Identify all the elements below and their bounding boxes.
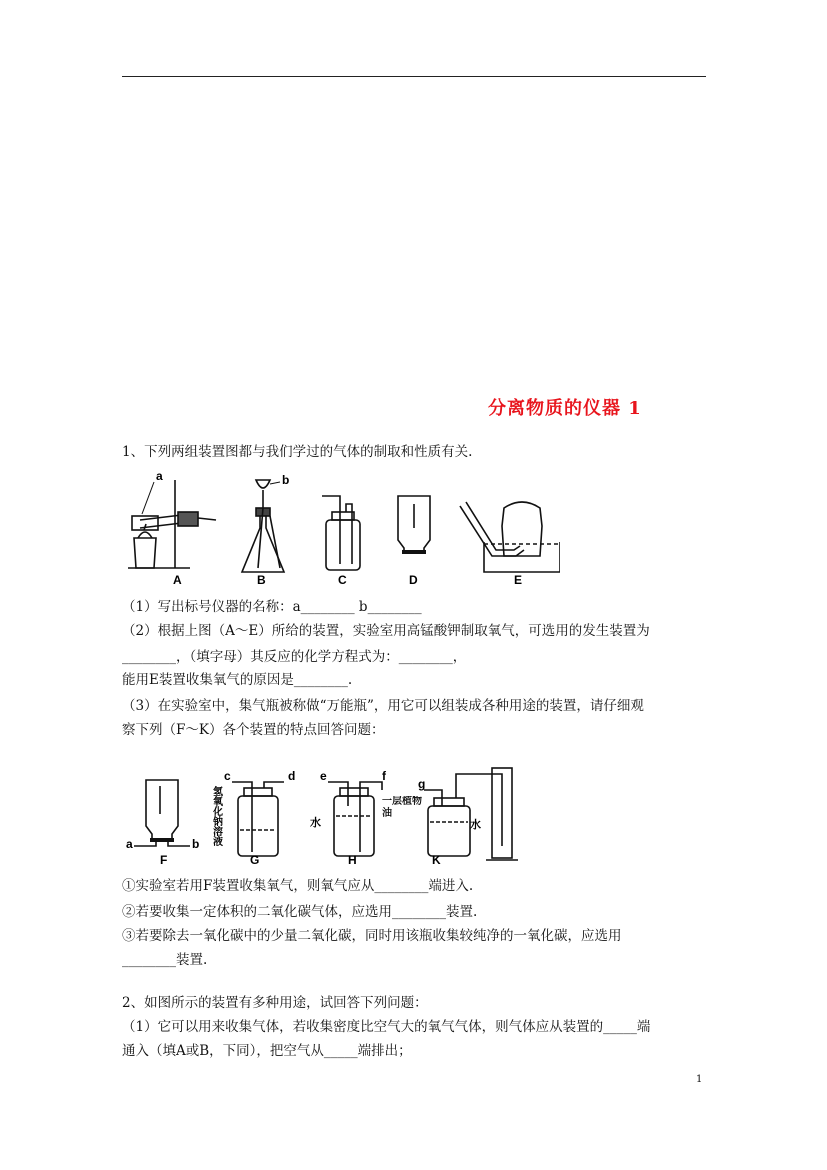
q1-sub3-line2: ________装置. xyxy=(122,952,208,968)
page-title: 分离物质的仪器 1 xyxy=(488,398,642,419)
plant-oil-label: 一层植物油 xyxy=(382,796,422,819)
label-h: H xyxy=(348,853,357,866)
q1-part3-line2: 察下列（F～K）各个装置的特点回答问题： xyxy=(122,722,385,738)
label-e: E xyxy=(514,573,523,587)
label-d: D xyxy=(409,573,418,587)
figure-apparatus-f-k-svg xyxy=(120,766,560,866)
port-d-label: d xyxy=(288,769,296,783)
port-c-label: c xyxy=(224,769,231,783)
label-b: B xyxy=(257,573,266,587)
port-a-label: a xyxy=(126,837,133,851)
label-f: F xyxy=(160,853,168,866)
water-label-h: 水 xyxy=(310,816,321,829)
header-rule xyxy=(122,76,706,77)
label-g: G xyxy=(250,853,260,866)
label-c: C xyxy=(338,573,347,587)
port-f-label: f xyxy=(382,769,386,783)
label-a: A xyxy=(173,573,182,587)
figure-apparatus-f-k xyxy=(120,766,560,866)
callout-a-label xyxy=(142,469,163,514)
port-e-label: e xyxy=(320,769,327,783)
figure-apparatus-a-e xyxy=(120,468,560,588)
q1-intro: 1、下列两组装置图都与我们学过的气体的制取和性质有关. xyxy=(122,444,473,460)
q1-sub2: ②若要收集一定体积的二氧化碳气体，应选用________装置. xyxy=(122,904,478,920)
label-k: K xyxy=(432,853,441,866)
q1-part2-line3: 能用E装置收集氧气的原因是________. xyxy=(122,672,353,688)
naoh-solution-label: 氢氧化钠溶液 xyxy=(210,786,222,846)
page-number: 1 xyxy=(696,1074,703,1085)
figure-apparatus-a-e-svg xyxy=(120,468,560,588)
svg-text:a: a xyxy=(156,469,163,483)
port-b-label: b xyxy=(192,837,200,851)
q1-part1: （1）写出标号仪器的名称：a________ b________ xyxy=(122,599,422,615)
callout-b-label xyxy=(270,473,289,487)
q1-part3-line1: （3）在实验室中，集气瓶被称做“万能瓶”，用它可以组装成各种用途的装置，请仔细观 xyxy=(122,698,644,714)
svg-text:b: b xyxy=(282,473,290,487)
q2-part1-line2: 通入（填A或B，下同），把空气从_____端排出； xyxy=(122,1043,412,1059)
q1-sub1: ①实验室若用F装置收集氧气，则氧气应从________端进入. xyxy=(122,878,474,894)
q1-part2-line2: ________，（填字母）其反应的化学方程式为：________， xyxy=(122,649,467,665)
q2-intro: 2、如图所示的装置有多种用途，试回答下列问题： xyxy=(122,995,428,1011)
q1-sub3-line1: ③若要除去一氧化碳中的少量二氧化碳，同时用该瓶收集较纯净的一氧化碳，应选用 xyxy=(122,928,622,944)
q2-part1-line1: （1）它可以用来收集气体，若收集密度比空气大的氧气气体，则气体应从装置的_____端 xyxy=(122,1019,651,1035)
oil-label-wrap xyxy=(382,796,426,836)
water-label-k: 水 xyxy=(470,818,481,831)
q1-part2-line1: （2）根据上图（A～E）所给的装置，实验室用高锰酸钾制取氧气，可选用的发生装置为 xyxy=(122,623,650,639)
port-g-label: g xyxy=(418,777,426,791)
